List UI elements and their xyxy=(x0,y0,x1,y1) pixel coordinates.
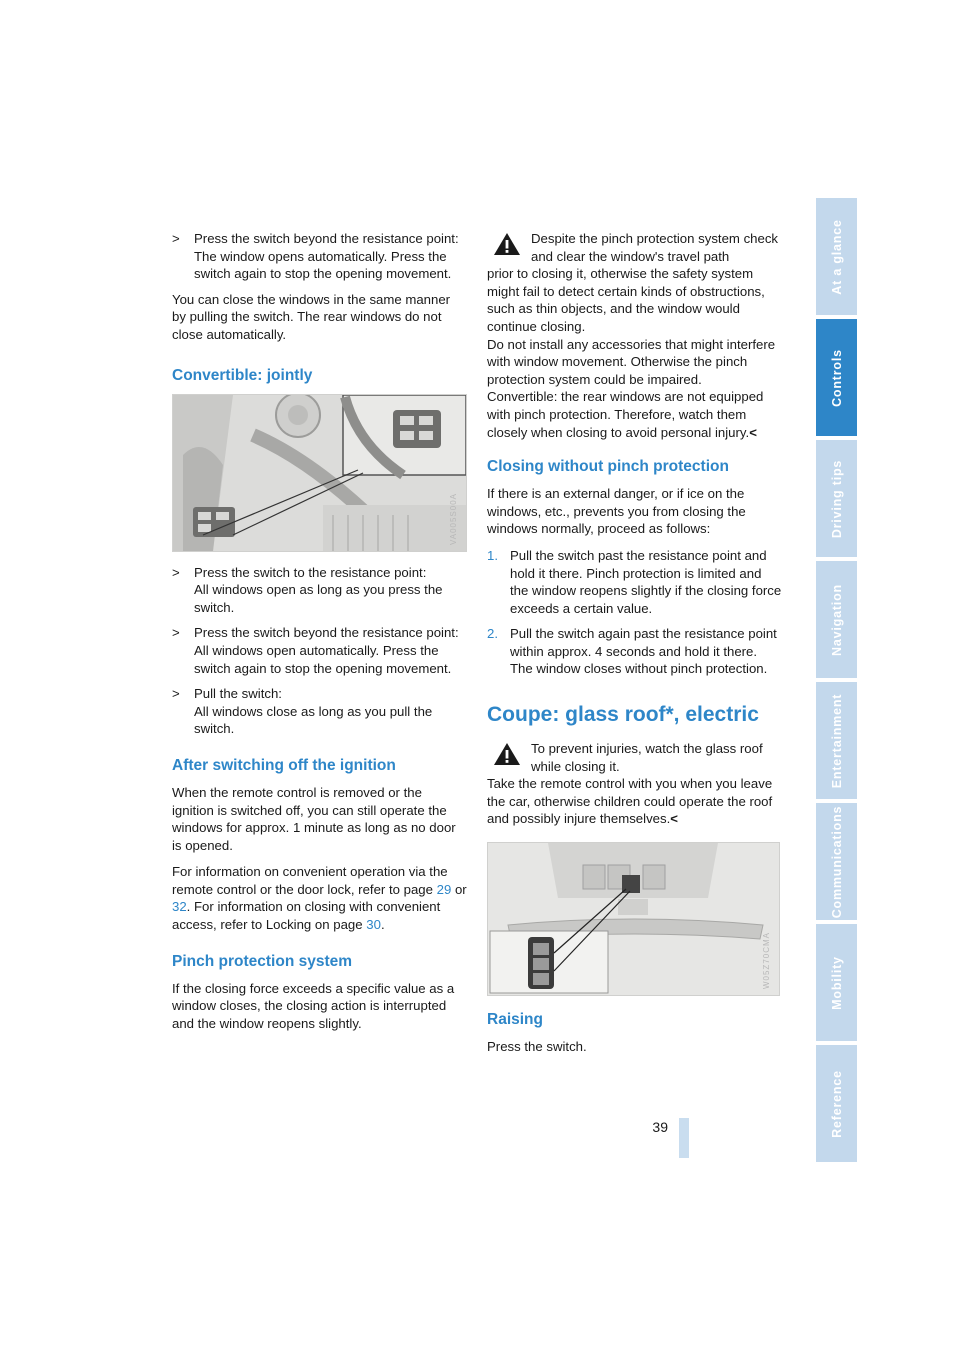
dashboard-illustration xyxy=(173,395,466,551)
page-link-30[interactable]: 30 xyxy=(366,917,381,933)
tab-driving-tips[interactable]: Driving tips xyxy=(816,440,857,557)
end-mark: < xyxy=(749,424,757,440)
section-heading-after-ignition: After switching off the ignition xyxy=(172,756,396,774)
step-number: 2. xyxy=(487,626,498,642)
warning-paragraph: Do not install any accessories that might interfere with window movement. Otherwise the pinch protection system could be impaired. xyxy=(487,336,776,387)
paragraph: Press the switch. xyxy=(487,1039,587,1055)
tab-reference[interactable]: Reference xyxy=(816,1045,857,1162)
paragraph: If there is an external danger, or if ice on the windows, etc., prevents you from closing the windows normally, proceed as follows: xyxy=(487,486,746,537)
paragraph: If the closing force exceeds a specific value as a window closes, the closing action is interrupted and the window reopens slightly. xyxy=(172,980,455,1031)
section-heading-closing: Closing without pinch protection xyxy=(487,458,729,476)
paragraph: You can close the windows in the same manner by pulling the switch. The rear windows do not close automatically. xyxy=(172,291,451,342)
page-link-32[interactable]: 32 xyxy=(172,899,187,915)
bullet-item xyxy=(172,230,467,283)
left-column xyxy=(172,230,467,1041)
warning-paragraph: Convertible: the rear windows are not equipped with pinch protection. Therefore, watch them closely when closing to avoid personal injury. xyxy=(487,389,764,440)
bullet-marker: > xyxy=(172,231,180,246)
page-link-29[interactable]: 29 xyxy=(436,881,452,897)
warning-continued: prior to closing it, otherwise the safety system might fail to detect certain kinds of obstructions, such as thin objects, and the window would continue closing. xyxy=(487,266,765,334)
tab-communications[interactable]: Communications xyxy=(816,803,857,920)
bullet-marker: > xyxy=(172,564,180,580)
bullet-marker: > xyxy=(172,625,180,641)
figure-code: VA005S00A xyxy=(449,492,459,545)
section-heading-raising: Raising xyxy=(487,1011,543,1029)
warning-icon xyxy=(493,742,521,766)
tab-navigation[interactable]: Navigation xyxy=(816,561,857,678)
tab-entertainment[interactable]: Entertainment xyxy=(816,682,857,799)
warning-icon xyxy=(493,232,521,256)
bullet-marker: > xyxy=(172,686,180,702)
bullet-text: All windows open as long as you press the switch. xyxy=(194,582,443,615)
end-mark: < xyxy=(670,811,678,827)
warning-text: To prevent injuries, watch the glass roof while closing it. xyxy=(531,741,763,774)
warning-block xyxy=(487,740,782,775)
bullet-item xyxy=(172,685,467,738)
figure-code: W05Z70CMA xyxy=(762,932,772,990)
bullet-text: The window opens automatically. Press the switch again to stop the opening movement. xyxy=(194,248,452,282)
step-text: Pull the switch again past the resistance point within approx. 4 seconds and hold it there. The window closes without pinch protection. xyxy=(510,626,777,677)
numbered-step xyxy=(487,547,782,617)
bullet-lead: Press the switch beyond the resistance point: xyxy=(194,231,459,246)
bullet-item xyxy=(172,564,467,617)
bullet-text: All windows close as long as you pull the switch. xyxy=(194,703,433,737)
section-heading-convertible: Convertible: jointly xyxy=(172,366,313,384)
warning-text: Despite the pinch protection system check and clear the window's travel path xyxy=(531,231,779,264)
section-heading-pinch: Pinch protection system xyxy=(172,952,353,970)
warning-continued: Take the remote control with you when you leave the car, otherwise children could operate the roof and possibly injure themselves. xyxy=(487,776,773,827)
bullet-lead: Pull the switch: xyxy=(194,686,282,702)
warning-block xyxy=(487,230,782,265)
bullet-lead: Press the switch to the resistance point: xyxy=(194,564,427,580)
bullet-item xyxy=(172,624,467,677)
bullet-text: All windows open automatically. Press the switch again to stop the opening movement. xyxy=(194,642,452,676)
step-text: Pull the switch past the resistance point and hold it there. Pinch protection is limited and the window reopens slightly if the closing force exceeds a certain value. xyxy=(510,547,782,616)
tab-mobility[interactable]: Mobility xyxy=(816,924,857,1041)
right-column xyxy=(487,230,782,1065)
chapter-tabs xyxy=(816,198,857,1166)
page-number-bar xyxy=(679,1118,689,1158)
step-number: 1. xyxy=(487,547,498,563)
tab-at-a-glance[interactable]: At a glance xyxy=(816,198,857,315)
roof-console-illustration xyxy=(488,843,779,995)
bullet-lead: Press the switch beyond the resistance point: xyxy=(194,625,459,641)
section-heading-coupe: Coupe: glass roof*, electric xyxy=(487,703,759,727)
glass-roof-switch-figure xyxy=(487,842,780,996)
page-number: 39 xyxy=(652,1119,668,1135)
tab-controls[interactable]: Controls xyxy=(816,319,857,436)
paragraph: When the remote control is removed or the ignition is switched off, you can still operate the windows for approx. 1 minute as long as no door is opened. xyxy=(172,784,456,853)
convertible-switch-figure xyxy=(172,394,467,552)
paragraph-with-links: For information on convenient operation via the remote control or the door lock, refer to page 29 or 32. For information on closing with convenient access, refer to Locking on page 30. xyxy=(172,864,467,933)
numbered-step xyxy=(487,625,782,678)
